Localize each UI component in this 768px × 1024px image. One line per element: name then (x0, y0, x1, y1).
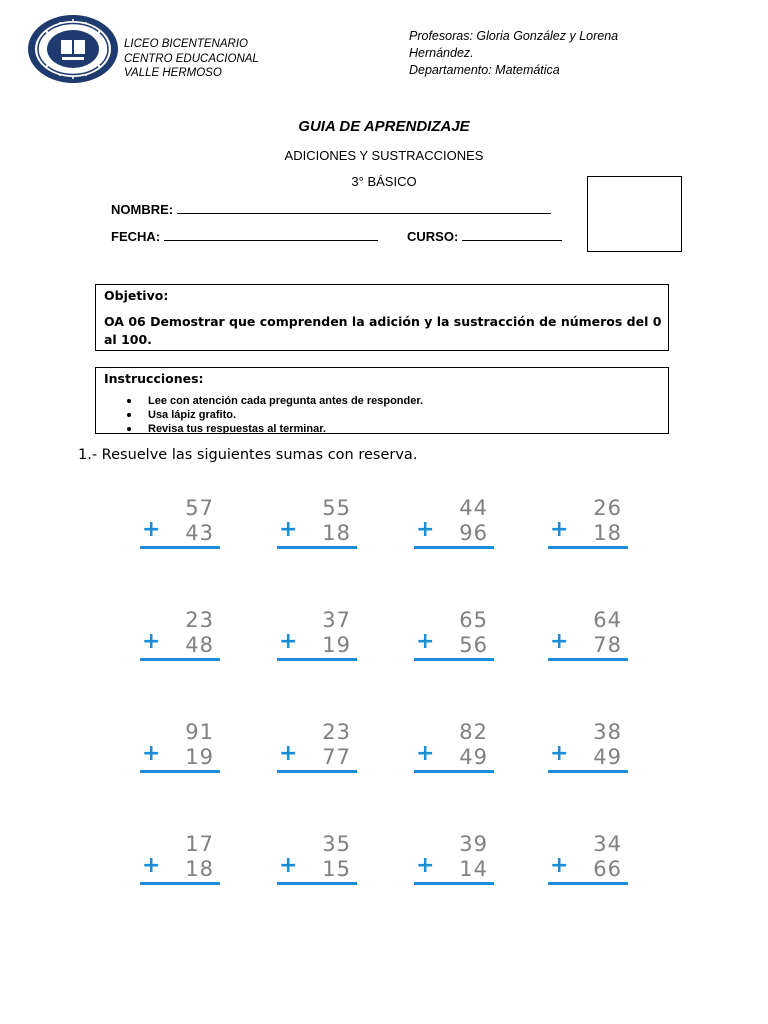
addition-problem (140, 608, 220, 662)
instruction-item: Usa lápiz grafito. (124, 408, 423, 422)
addend-bottom: 14 (459, 857, 488, 881)
sum-rule[interactable] (548, 546, 628, 549)
plus-sign: + (279, 629, 298, 654)
addend-top: 82 (459, 720, 488, 744)
addition-problem (414, 608, 494, 662)
sum-rule[interactable] (414, 546, 494, 549)
addend-bottom: 18 (322, 521, 351, 545)
name-line[interactable] (177, 201, 551, 214)
date-field[interactable] (111, 228, 378, 244)
addend-bottom: 49 (459, 745, 488, 769)
plus-sign: + (416, 517, 435, 542)
addend-top: 57 (185, 496, 214, 520)
date-label: FECHA: (111, 229, 161, 244)
sum-rule[interactable] (140, 882, 220, 885)
addend-top: 65 (459, 608, 488, 632)
plus-sign: + (142, 853, 161, 878)
guide-subtitle: ADICIONES Y SUSTRACCIONES (284, 148, 484, 163)
plus-sign: + (416, 741, 435, 766)
addend-bottom: 78 (593, 633, 622, 657)
addition-problem (548, 608, 628, 662)
addend-top: 34 (593, 832, 622, 856)
sum-rule[interactable] (277, 658, 357, 661)
instructions-heading: Instrucciones: (104, 371, 204, 386)
plus-sign: + (550, 853, 569, 878)
addend-bottom: 19 (185, 745, 214, 769)
addition-problem (414, 832, 494, 886)
course-line[interactable] (462, 228, 562, 241)
instruction-item: Lee con atención cada pregunta antes de responder. (124, 394, 423, 408)
course-label: CURSO: (407, 229, 459, 244)
addend-bottom: 43 (185, 521, 214, 545)
addend-bottom: 77 (322, 745, 351, 769)
instructions-list (124, 394, 423, 434)
sum-rule[interactable] (548, 882, 628, 885)
addend-top: 55 (322, 496, 351, 520)
addend-bottom: 19 (322, 633, 351, 657)
addition-problem (277, 720, 357, 774)
addition-problem (277, 608, 357, 662)
sum-rule[interactable] (548, 658, 628, 661)
addend-bottom: 48 (185, 633, 214, 657)
name-field[interactable] (111, 201, 551, 217)
addend-bottom: 96 (459, 521, 488, 545)
school-crest-icon (27, 14, 119, 84)
addend-top: 26 (593, 496, 622, 520)
addition-problem (548, 496, 628, 550)
addition-problem (277, 832, 357, 886)
plus-sign: + (416, 629, 435, 654)
department-line: Departamento: Matemática (409, 63, 560, 77)
sum-rule[interactable] (277, 882, 357, 885)
sum-rule[interactable] (548, 770, 628, 773)
plus-sign: + (550, 741, 569, 766)
addition-problem (414, 720, 494, 774)
objective-box (95, 284, 669, 351)
addend-top: 37 (322, 608, 351, 632)
plus-sign: + (550, 629, 569, 654)
addend-top: 23 (322, 720, 351, 744)
addition-problem (140, 832, 220, 886)
instructions-box (95, 367, 669, 434)
addend-top: 64 (593, 608, 622, 632)
plus-sign: + (142, 517, 161, 542)
course-field[interactable] (407, 228, 562, 244)
addend-top: 91 (185, 720, 214, 744)
school-name (124, 37, 259, 81)
addition-problem (140, 496, 220, 550)
school-name-line: VALLE HERMOSO (124, 67, 222, 79)
addition-problem (548, 720, 628, 774)
plus-sign: + (416, 853, 435, 878)
addend-top: 17 (185, 832, 214, 856)
addend-top: 23 (185, 608, 214, 632)
plus-sign: + (279, 853, 298, 878)
sum-rule[interactable] (414, 658, 494, 661)
teachers-line: Profesoras: Gloria González y Lorena (409, 29, 619, 43)
photo-box (587, 176, 682, 252)
sum-rule[interactable] (140, 658, 220, 661)
addition-problem (414, 496, 494, 550)
sum-rule[interactable] (414, 770, 494, 773)
sum-rule[interactable] (414, 882, 494, 885)
addition-problem (140, 720, 220, 774)
teachers-block (409, 28, 669, 79)
plus-sign: + (550, 517, 569, 542)
exercise-title: 1.- Resuelve las siguientes sumas con reserva. (78, 447, 418, 463)
addend-top: 44 (459, 496, 488, 520)
teachers-line: Hernández. (409, 46, 474, 60)
addend-top: 35 (322, 832, 351, 856)
school-name-line: LICEO BICENTENARIO (124, 38, 248, 50)
plus-sign: + (142, 741, 161, 766)
addend-bottom: 18 (185, 857, 214, 881)
sum-rule[interactable] (277, 770, 357, 773)
addend-top: 39 (459, 832, 488, 856)
date-line[interactable] (164, 228, 378, 241)
addend-bottom: 66 (593, 857, 622, 881)
sum-rule[interactable] (140, 546, 220, 549)
addend-bottom: 49 (593, 745, 622, 769)
addition-problem (548, 832, 628, 886)
name-label: NOMBRE: (111, 202, 174, 217)
addend-bottom: 18 (593, 521, 622, 545)
school-name-line: CENTRO EDUCACIONAL (124, 52, 259, 65)
addend-bottom: 56 (459, 633, 488, 657)
plus-sign: + (279, 517, 298, 542)
addend-bottom: 15 (322, 857, 351, 881)
sum-rule[interactable] (140, 770, 220, 773)
guide-title: GUIA DE APRENDIZAJE (298, 118, 470, 135)
plus-sign: + (142, 629, 161, 654)
plus-sign: + (279, 741, 298, 766)
addition-problem (277, 496, 357, 550)
objective-heading: Objetivo: (104, 288, 169, 303)
instruction-item: Revisa tus respuestas al terminar. (124, 422, 423, 434)
sum-rule[interactable] (277, 546, 357, 549)
addend-top: 38 (593, 720, 622, 744)
objective-text: OA 06 Demostrar que comprenden la adición y la sustracción de números del 0 al 100. (104, 314, 662, 347)
guide-grade: 3° BÁSICO (351, 174, 417, 189)
